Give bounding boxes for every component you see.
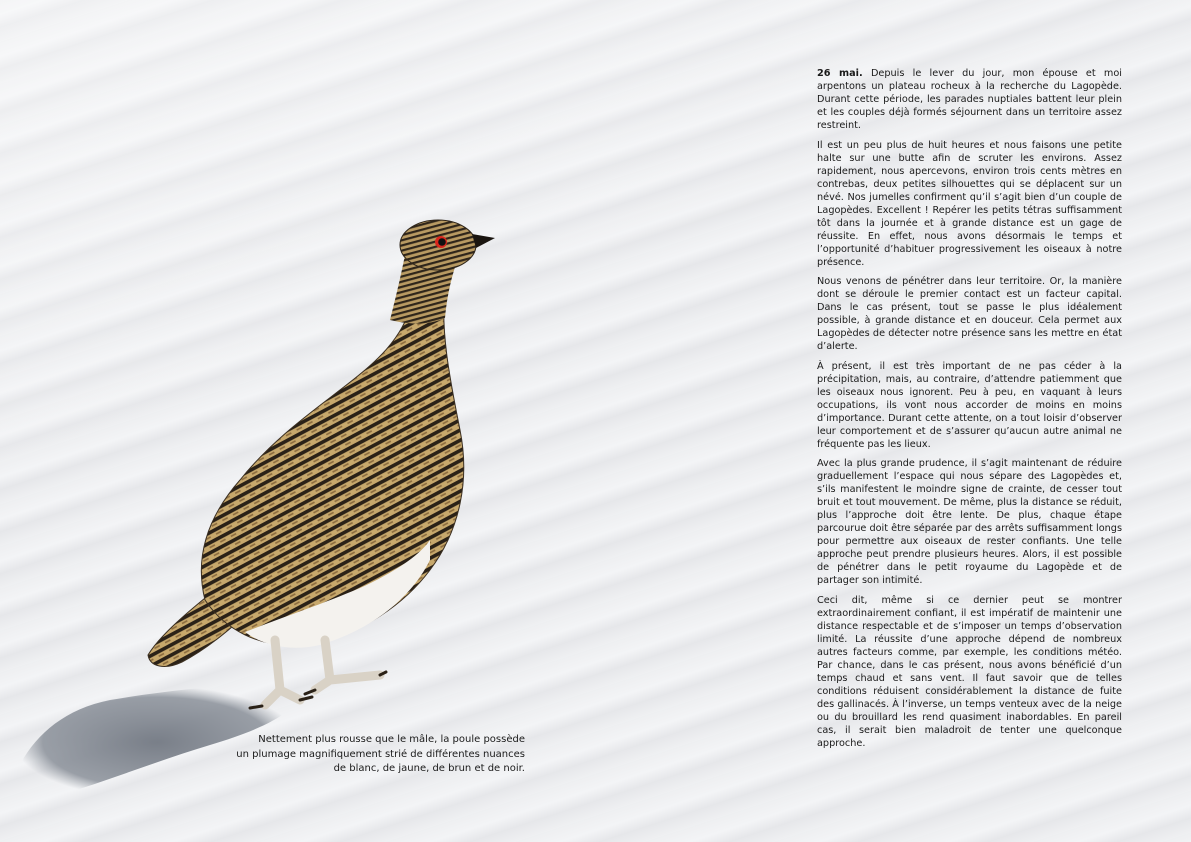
article-paragraph-text: Depuis le lever du jour, mon épouse et moi arpentons un plateau rocheux à la recherche du Lagopède. Durant cette période, les parades nuptiales battent leur plein et les couples déjà formés séjournent dans un territoire assez restreint. xyxy=(817,68,1122,131)
bird-leg-right xyxy=(315,640,380,690)
article-date: 26 mai. xyxy=(817,68,863,79)
article-paragraph: Nous venons de pénétrer dans leur territoire. Or, la manière dont se déroule le premier contact est un facteur capital. Dans le cas présent, tout se passe le plus idéalement possible, à grande distance et en douceur. Cela permet aux Lagopèdes de détecter notre présence sans les mettre en état d’alerte. xyxy=(817,276,1122,352)
caption-line: Nettement plus rousse que le mâle, la poule possède xyxy=(258,734,525,745)
photo-caption xyxy=(225,733,525,777)
article-text xyxy=(817,67,1122,756)
caption-line: un plumage magnifiquement strié de différentes nuances xyxy=(236,748,525,760)
caption-line: de blanc, de jaune, de brun et de noir. xyxy=(333,763,525,774)
article-paragraph xyxy=(817,67,1122,132)
article-paragraph: À présent, il est très important de ne pas céder à la précipitation, mais, au contraire, d’attendre patiemment que les oiseaux nous ignorent. Peu à peu, en vaquant à leurs occupations, ils vont nous accorder de moins en moins d’importance. Durant cette attente, on a tout loisir d’observer leur comportement et de s’assurer qu’aucun autre animal ne fréquente pas les lieux. xyxy=(817,360,1122,450)
article-paragraph: Il est un peu plus de huit heures et nous faisons une petite halte sur une butte afin de scruter les environs. Assez rapidement, nous apercevons, environ trois cents mètres en contrebas, deux petites silhouettes qui se déplacent sur un névé. Nos jumelles confirment qu’il s’agit bien d’un couple de Lagopèdes. Excellent ! Repérer les petits tétras suffisamment tôt dans la journée et à grande distance est un gage de réussite. En effet, nous avons désormais le temps et l’opportunité d’habituer progressivement les oiseaux à notre présence. xyxy=(817,139,1122,268)
bird-beak xyxy=(472,234,495,248)
bird-body xyxy=(201,285,463,645)
bird-leg-left xyxy=(265,640,300,705)
bird-eye xyxy=(438,238,446,246)
article-paragraph: Ceci dit, même si ce dernier peut se montrer extraordinairement confiant, il est impératif de maintenir une distance respectable et de s’imposer un temps d’observation limité. La réussite d’une approche dépend de nombreux autres facteurs comme, par exemple, les conditions météo. Par chance, dans le cas présent, nous avons bénéficié d’un temps chaud et sans vent. Il faut savoir que de telles conditions réduisent considérablement la distance de fuite des gallinacés. À l’inverse, un temps venteux avec de la neige ou du brouillard les rend quasiment inabordables. En pareil cas, il serait bien maladroit de tenter une quelconque approche. xyxy=(817,594,1122,749)
article-paragraph: Avec la plus grande prudence, il s’agit maintenant de réduire graduellement l’espace qui nous sépare des Lagopèdes et, s’ils manifestent le moindre signe de crainte, de cesser tout bruit et tout mouvement. De même, plus la distance se réduit, plus l’approche doit être lente. De plus, chaque étape parcourue doit être séparée par des arrêts suffisamment longs pour permettre aux oiseaux de rester confiants. Une telle approche peut prendre plusieurs heures. Alors, il est possible de pénétrer dans le petit royaume du Lagopède et de partager son intimité. xyxy=(817,458,1122,586)
